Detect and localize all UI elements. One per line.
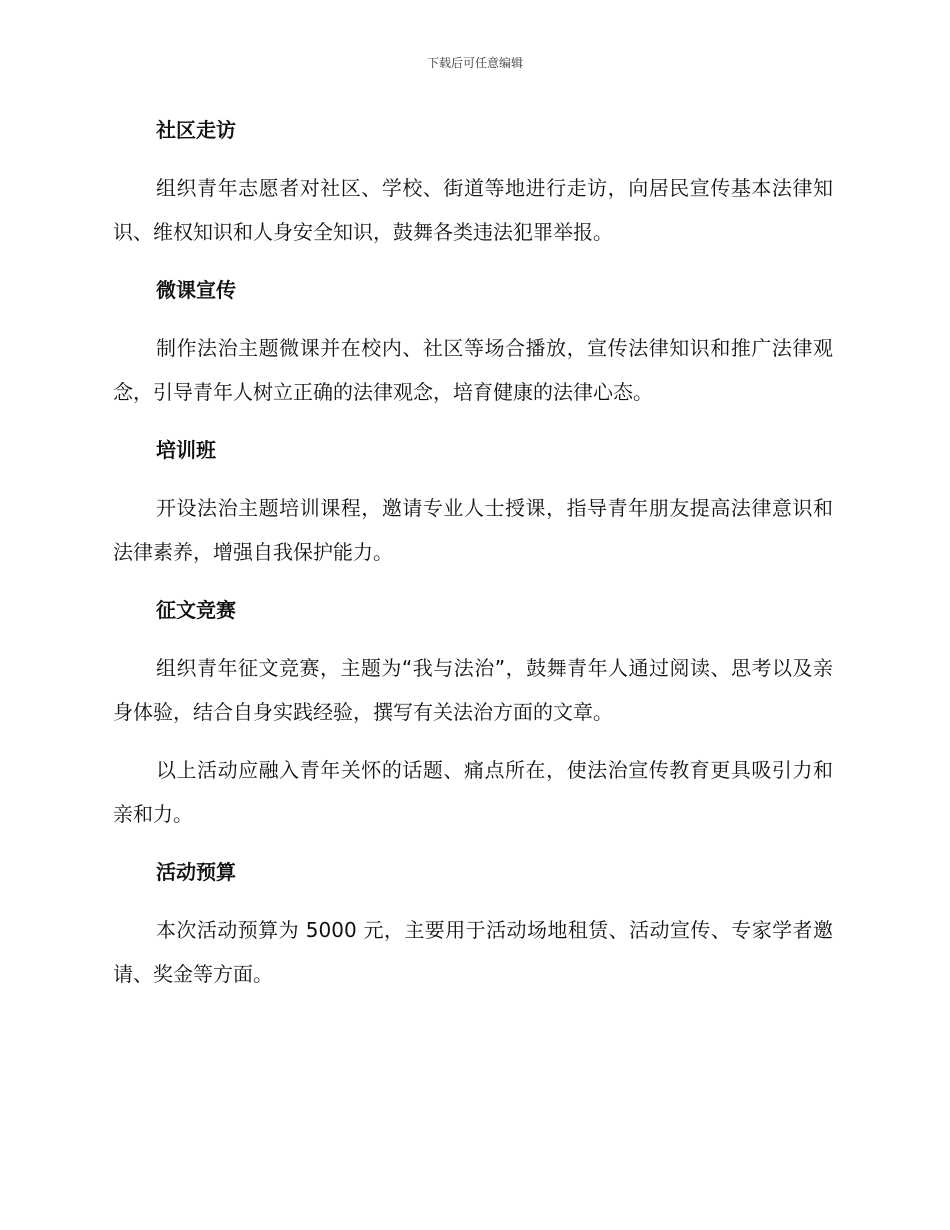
section-heading-community-visit: 社区走访 <box>156 118 236 142</box>
summary-paragraph: 以上活动应融入青年关怀的话题、痛点所在，使法治宣传教育更具吸引力和亲和力。 <box>113 758 833 826</box>
section-paragraph-essay-contest: 组织青年征文竞赛，主题为“我与法治”，鼓舞青年人通过阅读、思考以及亲身体验，结合自身实践经验，撰写有关法治方面的文章。 <box>113 656 833 724</box>
document-body <box>113 108 833 996</box>
section-heading-training: 培训班 <box>156 438 216 462</box>
section-paragraph-community-visit: 组织青年志愿者对社区、学校、街道等地进行走访，向居民宣传基本法律知识、维权知识和人身安全知识，鼓舞各类违法犯罪举报。 <box>113 176 833 244</box>
section-paragraph-micro-lesson: 制作法治主题微课并在校内、社区等场合播放，宣传法律知识和推广法律观念，引导青年人树立正确的法律观念，培育健康的法律心态。 <box>113 336 833 404</box>
section-heading-budget: 活动预算 <box>156 860 236 884</box>
section-heading-essay-contest: 征文竞赛 <box>156 598 236 622</box>
section-paragraph-budget: 本次活动预算为 5000 元，主要用于活动场地租赁、活动宣传、专家学者邀请、奖金等方面。 <box>113 918 833 986</box>
page-header-note: 下载后可任意编辑 <box>426 56 523 70</box>
section-heading-micro-lesson: 微课宣传 <box>156 278 236 302</box>
section-paragraph-training: 开设法治主题培训课程，邀请专业人士授课，指导青年朋友提高法律意识和法律素养，增强自我保护能力。 <box>113 496 833 564</box>
